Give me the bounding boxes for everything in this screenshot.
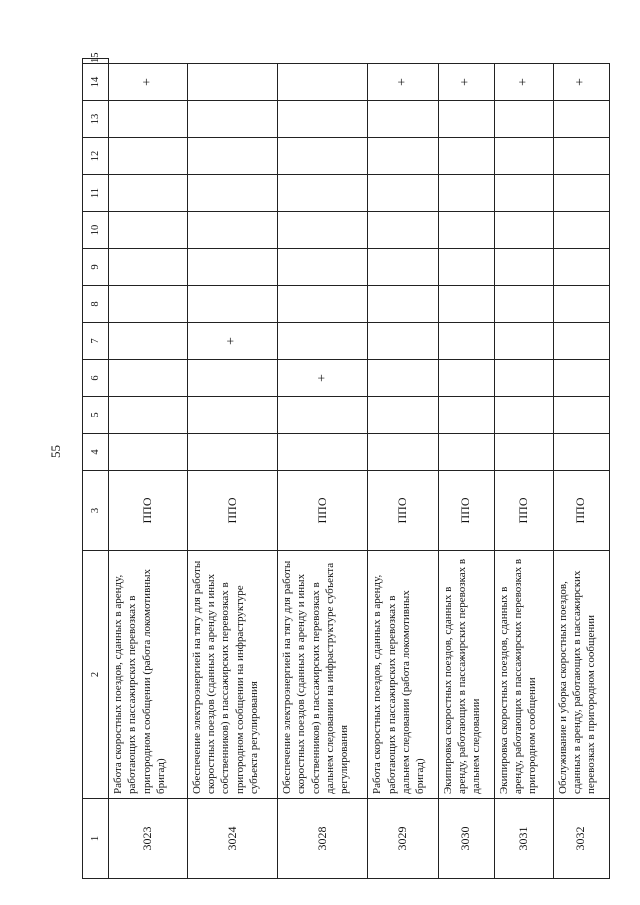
row-code: 3031 <box>494 799 553 879</box>
spacer <box>494 59 553 64</box>
flag-cell-10 <box>553 212 609 249</box>
flag-cell-8 <box>438 286 494 323</box>
table-row <box>368 59 438 879</box>
flag-cell-8 <box>368 286 438 323</box>
header-cell-6: 6 <box>83 360 109 397</box>
flag-cell-9 <box>108 249 187 286</box>
flag-cell-14: + <box>553 64 609 101</box>
row-type: ППО <box>278 471 368 551</box>
flag-cell-10 <box>187 212 277 249</box>
flag-cell-10 <box>438 212 494 249</box>
header-row <box>83 59 109 879</box>
flag-cell-8 <box>108 286 187 323</box>
flag-cell-7 <box>108 323 187 360</box>
row-code: 3032 <box>553 799 609 879</box>
flag-cell-9 <box>187 249 277 286</box>
flag-cell-14: + <box>494 64 553 101</box>
row-type: ППО <box>494 471 553 551</box>
flag-cell-5 <box>438 397 494 434</box>
spacer <box>278 59 368 64</box>
flag-cell-12 <box>494 138 553 175</box>
flag-cell-7 <box>553 323 609 360</box>
flag-cell-6 <box>438 360 494 397</box>
header-cell-9: 9 <box>83 249 109 286</box>
flag-cell-4 <box>187 434 277 471</box>
flag-cell-6 <box>553 360 609 397</box>
spacer <box>108 59 187 64</box>
header-cell-5: 5 <box>83 397 109 434</box>
flag-cell-4 <box>553 434 609 471</box>
flag-cell-13 <box>187 101 277 138</box>
flag-cell-12 <box>278 138 368 175</box>
spacer <box>368 59 438 64</box>
table-row <box>187 59 277 879</box>
page-number: 55 <box>48 445 63 458</box>
flag-cell-7 <box>278 323 368 360</box>
flag-cell-10 <box>368 212 438 249</box>
flag-cell-4 <box>278 434 368 471</box>
table-row <box>438 59 494 879</box>
spacer <box>553 59 609 64</box>
flag-cell-8 <box>553 286 609 323</box>
header-cell-15: 15 <box>83 59 109 64</box>
flag-cell-13 <box>494 101 553 138</box>
row-type: ППО <box>108 471 187 551</box>
flag-cell-13 <box>368 101 438 138</box>
header-cell-12: 12 <box>83 138 109 175</box>
flag-cell-10 <box>494 212 553 249</box>
flag-cell-5 <box>278 397 368 434</box>
flag-cell-7 <box>438 323 494 360</box>
rotated-table-sheet <box>82 52 610 879</box>
flag-cell-11 <box>187 175 277 212</box>
flag-cell-11 <box>368 175 438 212</box>
flag-cell-11 <box>278 175 368 212</box>
row-name: Обеспечение электроэнергией на тягу для работы скоростных поездов (сданных в аренду и иных собственников) в пассажирских перевозках в пригородном сообщении на инфраструктуре субъекта регулирования <box>187 551 277 799</box>
flag-cell-14: + <box>438 64 494 101</box>
flag-cell-10 <box>108 212 187 249</box>
flag-cell-7: + <box>187 323 277 360</box>
flag-cell-6 <box>108 360 187 397</box>
flag-cell-4 <box>108 434 187 471</box>
row-type: ППО <box>438 471 494 551</box>
header-cell-11: 11 <box>83 175 109 212</box>
spacer <box>187 59 277 64</box>
flag-cell-5 <box>553 397 609 434</box>
flag-cell-7 <box>494 323 553 360</box>
row-name: Работа скоростных поездов, сданных в аренду, работающих в пассажирских перевозках в дальнем следовании (работа локомотивных бригад) <box>368 551 438 799</box>
table-row <box>494 59 553 879</box>
flag-cell-12 <box>438 138 494 175</box>
flag-cell-6 <box>187 360 277 397</box>
flag-cell-9 <box>368 249 438 286</box>
flag-cell-7 <box>368 323 438 360</box>
flag-cell-9 <box>553 249 609 286</box>
header-cell-3: 3 <box>83 471 109 551</box>
flag-cell-12 <box>368 138 438 175</box>
flag-cell-11 <box>553 175 609 212</box>
flag-cell-9 <box>278 249 368 286</box>
flag-cell-8 <box>278 286 368 323</box>
flag-cell-13 <box>553 101 609 138</box>
row-code: 3030 <box>438 799 494 879</box>
row-type: ППО <box>187 471 277 551</box>
flag-cell-11 <box>108 175 187 212</box>
flag-cell-10 <box>278 212 368 249</box>
flag-cell-4 <box>494 434 553 471</box>
header-cell-13: 13 <box>83 101 109 138</box>
flag-cell-6 <box>494 360 553 397</box>
flag-cell-13 <box>278 101 368 138</box>
flag-cell-8 <box>494 286 553 323</box>
flag-cell-11 <box>438 175 494 212</box>
row-code: 3028 <box>278 799 368 879</box>
table-row <box>108 59 187 879</box>
row-name: Экипировка скоростных поездов, сданных в аренду, работающих в пассажирских перевозках в пригородном сообщении <box>494 551 553 799</box>
flag-cell-13 <box>438 101 494 138</box>
flag-cell-9 <box>494 249 553 286</box>
flag-cell-14 <box>187 64 277 101</box>
flag-cell-14: + <box>368 64 438 101</box>
header-cell-8: 8 <box>83 286 109 323</box>
flag-cell-9 <box>438 249 494 286</box>
flag-cell-14: + <box>108 64 187 101</box>
row-name: Работа скоростных поездов, сданных в аренду, работающих в пассажирских перевозках в пригородном сообщении (работа локомотивных бригад) <box>108 551 187 799</box>
table-row <box>553 59 609 879</box>
row-type: ППО <box>553 471 609 551</box>
row-name: Экипировка скоростных поездов, сданных в аренду, работающих в пассажирских перевозках в дальнем следовании <box>438 551 494 799</box>
spacer <box>438 59 494 64</box>
flag-cell-8 <box>187 286 277 323</box>
services-table <box>82 52 610 879</box>
flag-cell-5 <box>187 397 277 434</box>
row-type: ППО <box>368 471 438 551</box>
flag-cell-4 <box>438 434 494 471</box>
row-code: 3024 <box>187 799 277 879</box>
flag-cell-6 <box>368 360 438 397</box>
row-code: 3029 <box>368 799 438 879</box>
flag-cell-12 <box>553 138 609 175</box>
header-cell-4: 4 <box>83 434 109 471</box>
header-cell-1: 1 <box>83 799 109 879</box>
header-cell-2: 2 <box>83 551 109 799</box>
row-name: Обслуживание и уборка скоростных поездов, сданных в аренду, работающих в пассажирских перевозках в пригородном сообщении <box>553 551 609 799</box>
flag-cell-5 <box>108 397 187 434</box>
flag-cell-11 <box>494 175 553 212</box>
table-row <box>278 59 368 879</box>
flag-cell-4 <box>368 434 438 471</box>
row-code: 3023 <box>108 799 187 879</box>
flag-cell-14 <box>278 64 368 101</box>
flag-cell-5 <box>368 397 438 434</box>
flag-cell-5 <box>494 397 553 434</box>
flag-cell-6: + <box>278 360 368 397</box>
flag-cell-12 <box>108 138 187 175</box>
row-name: Обеспечение электроэнергией на тягу для работы скоростных поездов (сданных в аренду и иных собственников) в пассажирских перевозках в дальнем следовании на инфраструктуре субъекта регулирования <box>278 551 368 799</box>
flag-cell-13 <box>108 101 187 138</box>
header-cell-14: 14 <box>83 64 109 101</box>
flag-cell-12 <box>187 138 277 175</box>
header-cell-10: 10 <box>83 212 109 249</box>
header-cell-7: 7 <box>83 323 109 360</box>
